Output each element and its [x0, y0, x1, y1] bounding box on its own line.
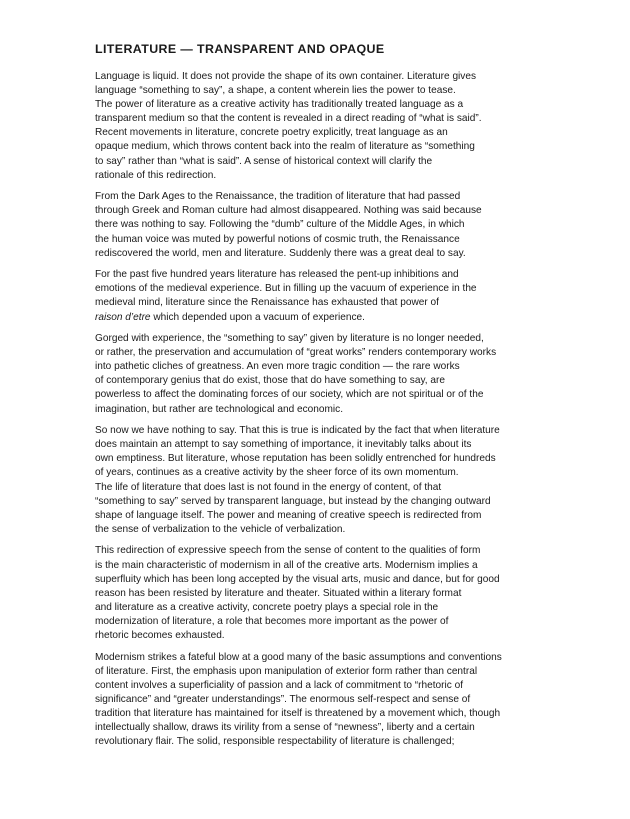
- text-line: through Greek and Roman culture had almost disappeared. Nothing was said because: [95, 205, 482, 217]
- text-line: raison d’etre which depended upon a vacuum of experience.: [95, 311, 365, 323]
- text-line: opaque medium, which throws content back into the realm of literature as “something: [95, 141, 475, 153]
- text-line: content involves a superficiality of passion and a lack of commitment to “rhetoric of: [95, 679, 464, 691]
- text-line: imagination, but rather are technological and economic.: [95, 403, 344, 415]
- text-line: the sense of verbalization to the vehicle of verbalization.: [95, 523, 346, 535]
- text-line: shape of language itself. The power and meaning of creative speech is redirected from: [95, 509, 482, 521]
- paragraph-5: [95, 424, 555, 537]
- text-line: Gorged with experience, the “something to say” given by literature is no longer needed,: [95, 333, 484, 345]
- essay-body: [95, 70, 555, 757]
- text-line: The life of literature that does last is not found in the energy of content, of that: [95, 481, 442, 493]
- text-line: significance” and “greater understandings”. The enormous self-respect and sense of: [95, 693, 471, 705]
- text-line: of years, continues as a creative activity by the sheer force of its own momentum.: [95, 467, 459, 479]
- text-line: So now we have nothing to say. That this is true is indicated by the fact that when literature: [95, 425, 500, 437]
- text-line: transparent medium so that the content is revealed in a direct reading of “what is said”.: [95, 113, 482, 125]
- text-line: rationale of this redirection.: [95, 169, 217, 181]
- text-line: This redirection of expressive speech from the sense of content to the qualities of form: [95, 545, 481, 557]
- text-line: revolutionary flair. The solid, responsible respectability of literature is challenged;: [95, 736, 455, 748]
- text-line: to say” rather than “what is said”. A sense of historical context will clarify the: [95, 155, 433, 167]
- text-line: and literature as a creative activity, concrete poetry plays a special role in the: [95, 601, 439, 613]
- text-line: For the past five hundred years literature has released the pent-up inhibitions and: [95, 269, 459, 281]
- text-line: tradition that literature has maintained for itself is threatened by a movement which, though: [95, 707, 501, 719]
- text-line: modernization of literature, a role that becomes more important as the power of: [95, 615, 449, 627]
- text-line: superfluity which has been long accepted by the visual arts, music and dance, but for good: [95, 573, 500, 585]
- text-line: emotions of the medieval experience. But in filling up the vacuum of experience in the: [95, 283, 477, 295]
- text-line: Recent movements in literature, concrete poetry explicitly, treat language as an: [95, 127, 448, 139]
- text-line: reason has been resisted by literature and theater. Situated within a literary format: [95, 587, 462, 599]
- text-line: of literature. First, the emphasis upon manipulation of exterior form rather than central: [95, 665, 478, 677]
- text-line: does maintain an attempt to say something of importance, it inevitably talks about its: [95, 439, 472, 451]
- paragraph-1: [95, 70, 555, 183]
- text-line: powerless to affect the dominating forces of our society, which are not spiritual or of the: [95, 389, 484, 401]
- text-line: medieval mind, literature since the Renaissance has exhausted that power of: [95, 297, 439, 309]
- text-line: into pathetic cliches of greatness. An even more tragic condition — the rare works: [95, 361, 460, 373]
- text-line: or rather, the preservation and accumulation of “great works” renders contemporary works: [95, 347, 497, 359]
- text-line: is the main characteristic of modernism in all of the creative arts. Modernism implies a: [95, 559, 478, 571]
- text-line: of contemporary genius that do exist, those that do have something to say, are: [95, 375, 445, 387]
- text-line: Modernism strikes a fateful blow at a good many of the basic assumptions and conventions: [95, 651, 502, 663]
- paragraph-4: [95, 332, 555, 417]
- paragraph-2: [95, 190, 555, 260]
- paragraph-3: [95, 268, 555, 324]
- text-line: there was nothing to say. Following the “dumb” culture of the Middle Ages, in which: [95, 219, 465, 231]
- text-line: rediscovered the world, men and literature. Suddenly there was a great deal to say.: [95, 247, 466, 259]
- page-title: LITERATURE — TRANSPARENT AND OPAQUE: [95, 42, 385, 56]
- text-line: “something to say” served by transparent language, but instead by the changing outward: [95, 495, 491, 507]
- text-line: From the Dark Ages to the Renaissance, the tradition of literature that had passed: [95, 191, 461, 203]
- text-line: The power of literature as a creative activity has traditionally treated language as a: [95, 99, 464, 111]
- text-line: Language is liquid. It does not provide the shape of its own container. Literature gives: [95, 71, 477, 82]
- text-line: language “something to say”, a shape, a content wherein lies the power to tease.: [95, 85, 456, 97]
- text-line: the human voice was muted by powerful notions of cosmic truth, the Renaissance: [95, 233, 460, 245]
- text-line: own emptiness. But literature, whose reputation has been solidly entrenched for hundreds: [95, 453, 496, 465]
- text-line: intellectually shallow, draws its virility from a sense of “newness”, liberty and a certain: [95, 722, 475, 734]
- paragraph-6: [95, 544, 555, 643]
- paragraph-7: [95, 651, 555, 750]
- text-line: rhetoric becomes exhausted.: [95, 629, 225, 641]
